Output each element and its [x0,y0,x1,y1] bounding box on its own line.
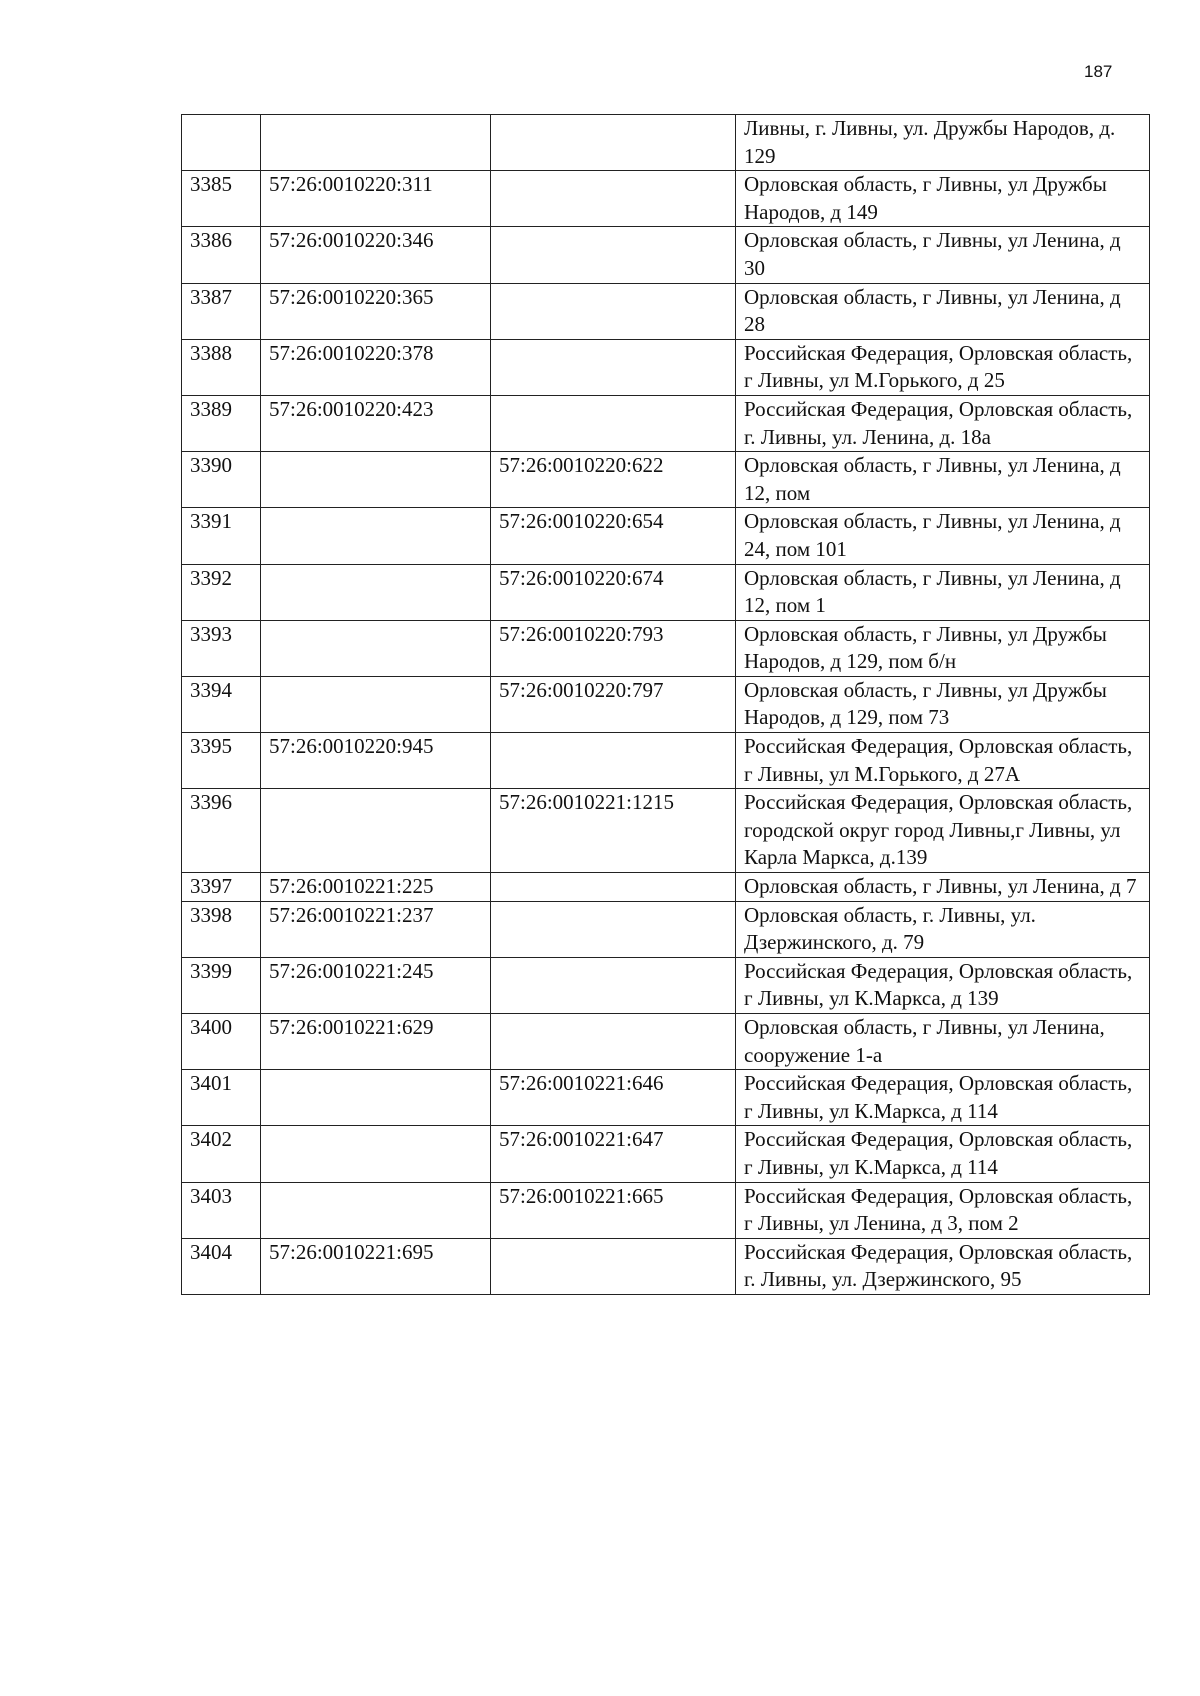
table-row [182,1014,1150,1070]
object-cadastral-number-cell [491,1238,736,1294]
table-row [182,901,1150,957]
row-number-cell: 3392 [182,564,261,620]
address-cell: Российская Федерация, Орловская область, г. Ливны, ул. Дзержинского, 95 [736,1238,1150,1294]
address-cell: Орловская область, г Ливны, ул Дружбы Народов, д 129, пом б/н [736,620,1150,676]
address-cell: Орловская область, г. Ливны, ул. Дзержинского, д. 79 [736,901,1150,957]
object-cadastral-number-cell: 57:26:0010220:622 [491,452,736,508]
row-number-cell [182,115,261,171]
object-cadastral-number-cell [491,115,736,171]
land-cadastral-number-cell: 57:26:0010220:365 [261,283,491,339]
land-cadastral-number-cell [261,620,491,676]
object-cadastral-number-cell [491,283,736,339]
table-row [182,676,1150,732]
address-cell: Российская Федерация, Орловская область, г Ливны, ул К.Маркса, д 114 [736,1126,1150,1182]
object-cadastral-number-cell [491,873,736,902]
address-cell: Российская Федерация, Орловская область, г Ливны, ул М.Горького, д 25 [736,339,1150,395]
table-row [182,564,1150,620]
address-cell: Российская Федерация, Орловская область, г Ливны, ул Ленина, д 3, пом 2 [736,1182,1150,1238]
address-cell: Орловская область, г Ливны, ул Дружбы Народов, д 149 [736,171,1150,227]
land-cadastral-number-cell: 57:26:0010220:945 [261,733,491,789]
object-cadastral-number-cell [491,395,736,451]
address-cell: Российская Федерация, Орловская область, г Ливны, ул К.Маркса, д 114 [736,1070,1150,1126]
land-cadastral-number-cell [261,789,491,873]
land-cadastral-number-cell: 57:26:0010221:225 [261,873,491,902]
object-cadastral-number-cell [491,171,736,227]
table-row [182,733,1150,789]
address-cell: Орловская область, г Ливны, ул Ленина, д 12, пом 1 [736,564,1150,620]
object-cadastral-number-cell [491,901,736,957]
object-cadastral-number-cell [491,227,736,283]
land-cadastral-number-cell: 57:26:0010220:346 [261,227,491,283]
table-row [182,395,1150,451]
row-number-cell: 3391 [182,508,261,564]
land-cadastral-number-cell [261,1070,491,1126]
object-cadastral-number-cell: 57:26:0010220:654 [491,508,736,564]
object-cadastral-number-cell [491,733,736,789]
object-cadastral-number-cell: 57:26:0010221:1215 [491,789,736,873]
table-row [182,171,1150,227]
table-row [182,1126,1150,1182]
address-cell: Российская Федерация, Орловская область, г Ливны, ул К.Маркса, д 139 [736,957,1150,1013]
row-number-cell: 3395 [182,733,261,789]
object-cadastral-number-cell [491,957,736,1013]
address-cell: Орловская область, г Ливны, ул Ленина, д 12, пом [736,452,1150,508]
registry-table-body [182,115,1150,1295]
table-row [182,283,1150,339]
row-number-cell: 3389 [182,395,261,451]
row-number-cell: 3393 [182,620,261,676]
table-row [182,227,1150,283]
row-number-cell: 3399 [182,957,261,1013]
table-row [182,452,1150,508]
row-number-cell: 3388 [182,339,261,395]
land-cadastral-number-cell [261,452,491,508]
land-cadastral-number-cell [261,1126,491,1182]
table-row [182,957,1150,1013]
table-row [182,1070,1150,1126]
row-number-cell: 3396 [182,789,261,873]
land-cadastral-number-cell: 57:26:0010220:311 [261,171,491,227]
page-number: 187 [1084,62,1113,81]
row-number-cell: 3386 [182,227,261,283]
row-number-cell: 3400 [182,1014,261,1070]
land-cadastral-number-cell: 57:26:0010221:237 [261,901,491,957]
table-row [182,339,1150,395]
land-cadastral-number-cell [261,564,491,620]
row-number-cell: 3402 [182,1126,261,1182]
row-number-cell: 3398 [182,901,261,957]
land-cadastral-number-cell [261,676,491,732]
registry-table [181,114,1150,1295]
address-cell: Орловская область, г Ливны, ул Ленина, д 28 [736,283,1150,339]
row-number-cell: 3387 [182,283,261,339]
address-cell: Российская Федерация, Орловская область, г Ливны, ул М.Горького, д 27А [736,733,1150,789]
land-cadastral-number-cell: 57:26:0010221:695 [261,1238,491,1294]
address-cell: Российская Федерация, Орловская область, г. Ливны, ул. Ленина, д. 18а [736,395,1150,451]
row-number-cell: 3404 [182,1238,261,1294]
row-number-cell: 3394 [182,676,261,732]
land-cadastral-number-cell: 57:26:0010221:245 [261,957,491,1013]
table-row [182,1182,1150,1238]
land-cadastral-number-cell [261,115,491,171]
land-cadastral-number-cell [261,1182,491,1238]
object-cadastral-number-cell: 57:26:0010220:674 [491,564,736,620]
address-cell: Российская Федерация, Орловская область, городской округ город Ливны,г Ливны, ул Карла Маркса, д.139 [736,789,1150,873]
object-cadastral-number-cell: 57:26:0010221:665 [491,1182,736,1238]
object-cadastral-number-cell: 57:26:0010220:797 [491,676,736,732]
row-number-cell: 3403 [182,1182,261,1238]
object-cadastral-number-cell: 57:26:0010221:647 [491,1126,736,1182]
address-cell: Орловская область, г Ливны, ул Дружбы Народов, д 129, пом 73 [736,676,1150,732]
object-cadastral-number-cell [491,1014,736,1070]
table-row [182,115,1150,171]
object-cadastral-number-cell: 57:26:0010220:793 [491,620,736,676]
object-cadastral-number-cell: 57:26:0010221:646 [491,1070,736,1126]
row-number-cell: 3397 [182,873,261,902]
table-row [182,1238,1150,1294]
address-cell: Орловская область, г Ливны, ул Ленина, д 30 [736,227,1150,283]
table-row [182,873,1150,902]
land-cadastral-number-cell: 57:26:0010221:629 [261,1014,491,1070]
object-cadastral-number-cell [491,339,736,395]
address-cell: Орловская область, г Ливны, ул Ленина, д 24, пом 101 [736,508,1150,564]
address-cell: Орловская область, г Ливны, ул Ленина, сооружение 1-а [736,1014,1150,1070]
address-cell: Орловская область, г Ливны, ул Ленина, д 7 [736,873,1150,902]
row-number-cell: 3401 [182,1070,261,1126]
row-number-cell: 3390 [182,452,261,508]
table-row [182,620,1150,676]
row-number-cell: 3385 [182,171,261,227]
address-cell: Ливны, г. Ливны, ул. Дружбы Народов, д. 129 [736,115,1150,171]
table-row [182,789,1150,873]
land-cadastral-number-cell [261,508,491,564]
land-cadastral-number-cell: 57:26:0010220:378 [261,339,491,395]
land-cadastral-number-cell: 57:26:0010220:423 [261,395,491,451]
table-row [182,508,1150,564]
